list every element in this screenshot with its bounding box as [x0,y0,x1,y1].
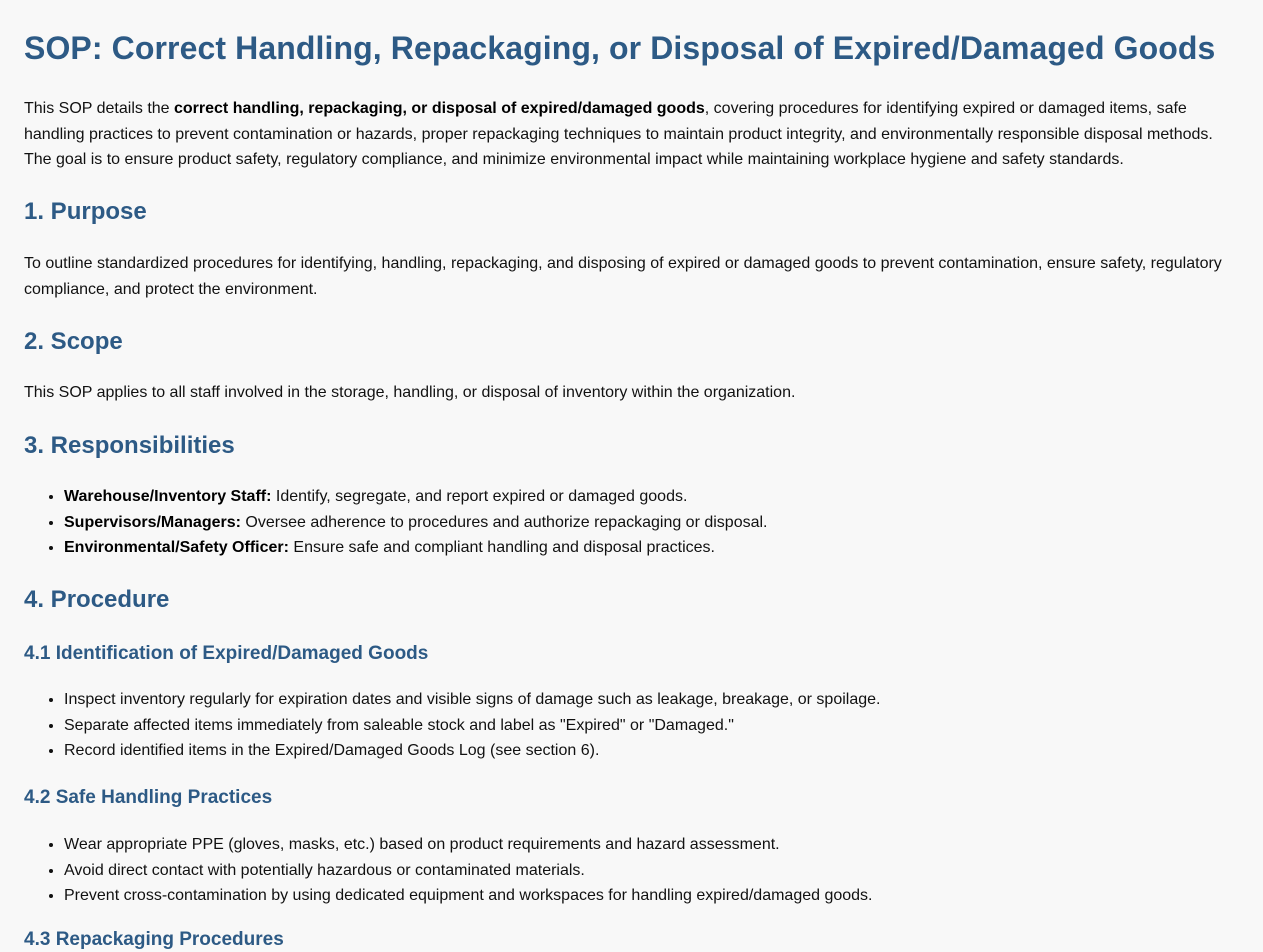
subsection-heading-handling: 4.2 Safe Handling Practices [24,787,273,808]
role-label: Environmental/Safety Officer: [64,539,289,557]
section-heading-responsibilities: 3. Responsibilities [24,432,235,459]
intro-text-start: This SOP details the [24,100,174,117]
section-heading-scope: 2. Scope [24,328,123,355]
page-title: SOP: Correct Handling, Repackaging, or Disposal of Expired/Damaged Goods [24,30,1216,66]
intro-bold-text: correct handling, repackaging, or disposal of expired/damaged goods [174,100,705,117]
list-item [64,510,1239,536]
scope-text: This SOP applies to all staff involved in the storage, handling, or disposal of inventory within the organization. [24,384,796,401]
section-heading-procedure: 4. Procedure [24,586,170,613]
role-label: Warehouse/Inventory Staff: [64,488,272,505]
list-item [64,535,1239,561]
responsibilities-list [24,484,1239,561]
list-item: • Inspect inventory regularly for expiration dates and visible signs of damage such as leakage, breakage, or spoilage. [64,687,1239,713]
handling-list [24,832,1239,909]
list-item: • Wear appropriate PPE (gloves, masks, etc.) based on product requirements and hazard assessment. [64,832,1239,858]
role-description: Oversee adherence to procedures and authorize repackaging or disposal. [240,513,768,531]
list-item: • Record identified items in the Expired/Damaged Goods Log (see section 6). [64,738,1239,764]
purpose-text: To outline standardized procedures for identifying, handling, repackaging, and disposing of expired or damaged goods to prevent contamination, ensure safety, regulatory compliance, and protect the environment. [24,255,1222,298]
list-item: • Separate affected items immediately from saleable stock and label as "Expired" or "Damaged." [64,713,1239,739]
subsection-heading-identification: 4.1 Identification of Expired/Damaged Goods [24,643,429,664]
list-item: • Prevent cross-contamination by using dedicated equipment and workspaces for handling expired/damaged goods. [64,883,1239,909]
intro-paragraph [24,96,1239,173]
intro-text-end: , covering procedures for identifying expired or damaged items, safe handling practices to prevent contamination or hazards, proper repackaging techniques to maintain product integrity, and environmentally responsible disposal methods. The goal is to ensure product safety, regulatory compliance, and minimize environmental impact while maintaining workplace hygiene and safety standards. [24,100,1213,169]
role-description: Ensure safe and compliant handling and disposal practices. [288,539,715,557]
subsection-heading-repackaging: 4.3 Repackaging Procedures [24,929,284,950]
list-item: • Avoid direct contact with potentially hazardous or contaminated materials. [64,858,1239,884]
section-heading-purpose: 1. Purpose [24,198,147,225]
role-description: Identify, segregate, and report expired or damaged goods. [271,488,688,505]
list-item [64,484,1239,510]
identification-list [24,687,1239,764]
role-label: Supervisors/Managers: [64,513,241,531]
